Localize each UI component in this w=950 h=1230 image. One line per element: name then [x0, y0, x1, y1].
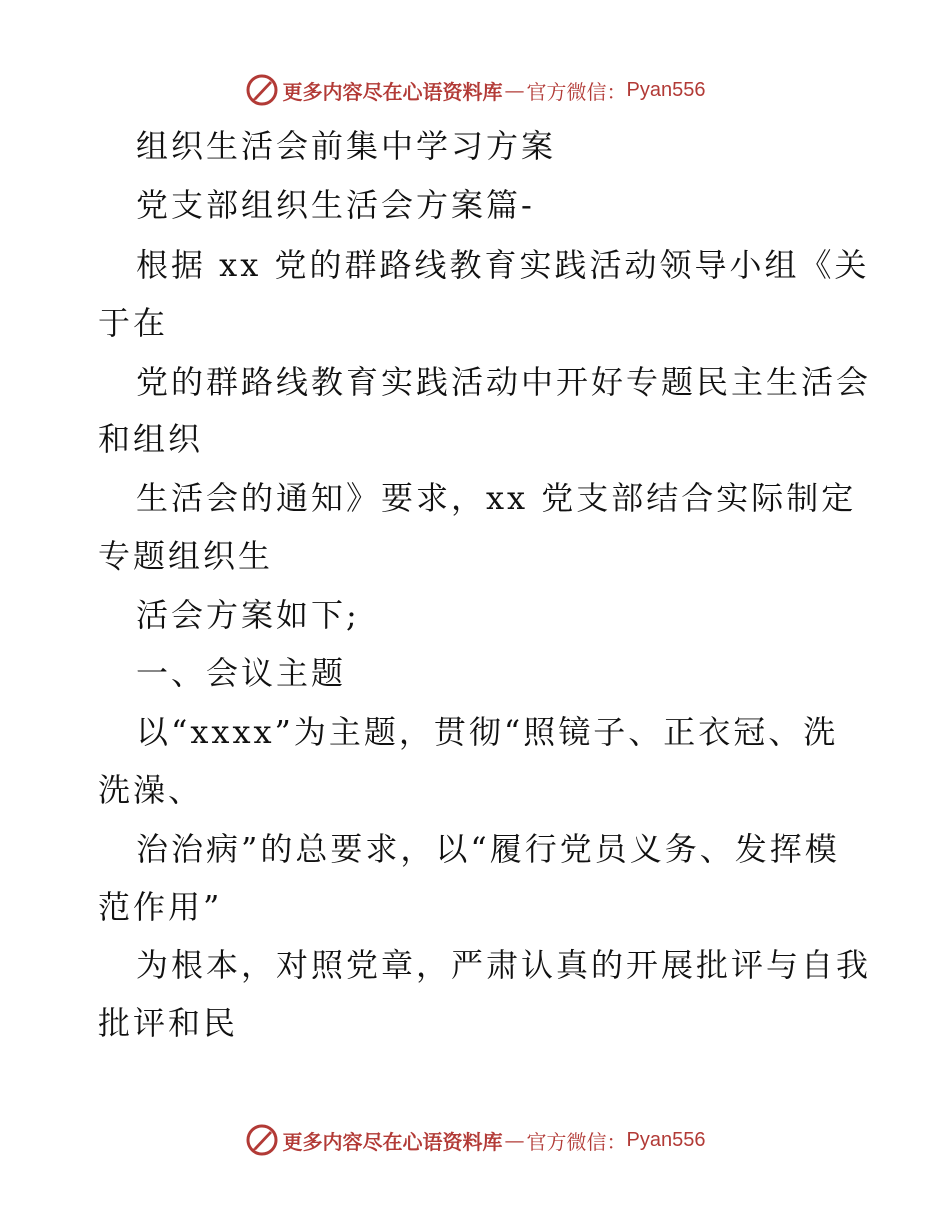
paragraph-line: 洗澡、 — [98, 771, 204, 809]
banner-dash: — — [504, 1128, 525, 1152]
paragraph-line: 生活会的通知》要求，xx 党支部结合实际制定 — [136, 479, 857, 517]
banner-wechat-id: Pyan556 — [626, 78, 706, 101]
banner-wechat-label: 官方微信： — [526, 1129, 627, 1154]
banner-dash: — — [504, 78, 525, 102]
paragraph-line: 治治病”的总要求，以“履行党员义务、发挥模 — [136, 830, 840, 868]
paragraph-line: 和组织 — [98, 420, 204, 458]
banner-slogan: 更多内容尽在心语资料库 — [282, 1129, 503, 1154]
banner-slogan: 更多内容尽在心语资料库 — [282, 79, 503, 104]
paragraph-line: 党的群路线教育实践活动中开好专题民主生活会 — [136, 363, 872, 401]
quill-seal-icon — [245, 73, 279, 107]
paragraph-line: 专题组织生 — [98, 537, 274, 575]
paragraph-line: 以“xxxx”为主题，贯彻“照镜子、正衣冠、洗 — [136, 713, 839, 751]
footer-banner — [0, 1120, 950, 1160]
paragraph-line: 于在 — [98, 304, 169, 342]
quill-seal-icon — [245, 1123, 279, 1157]
paragraph-line: 范作用” — [98, 888, 223, 926]
document-title: 组织生活会前集中学习方案 — [136, 127, 557, 165]
section-heading: 一、会议主题 — [136, 654, 347, 692]
paragraph-line: 为根本，对照党章，严肃认真的开展批评与自我 — [136, 946, 872, 984]
header-banner — [0, 70, 950, 110]
banner-wechat-label: 官方微信： — [526, 79, 627, 104]
banner-wechat-id: Pyan556 — [626, 1128, 706, 1151]
paragraph-line: 根据 xx 党的群路线教育实践活动领导小组《关 — [136, 246, 870, 284]
document-subtitle: 党支部组织生活会方案篇- — [136, 186, 535, 224]
paragraph-line: 活会方案如下; — [136, 596, 360, 634]
paragraph-line: 批评和民 — [98, 1004, 239, 1042]
